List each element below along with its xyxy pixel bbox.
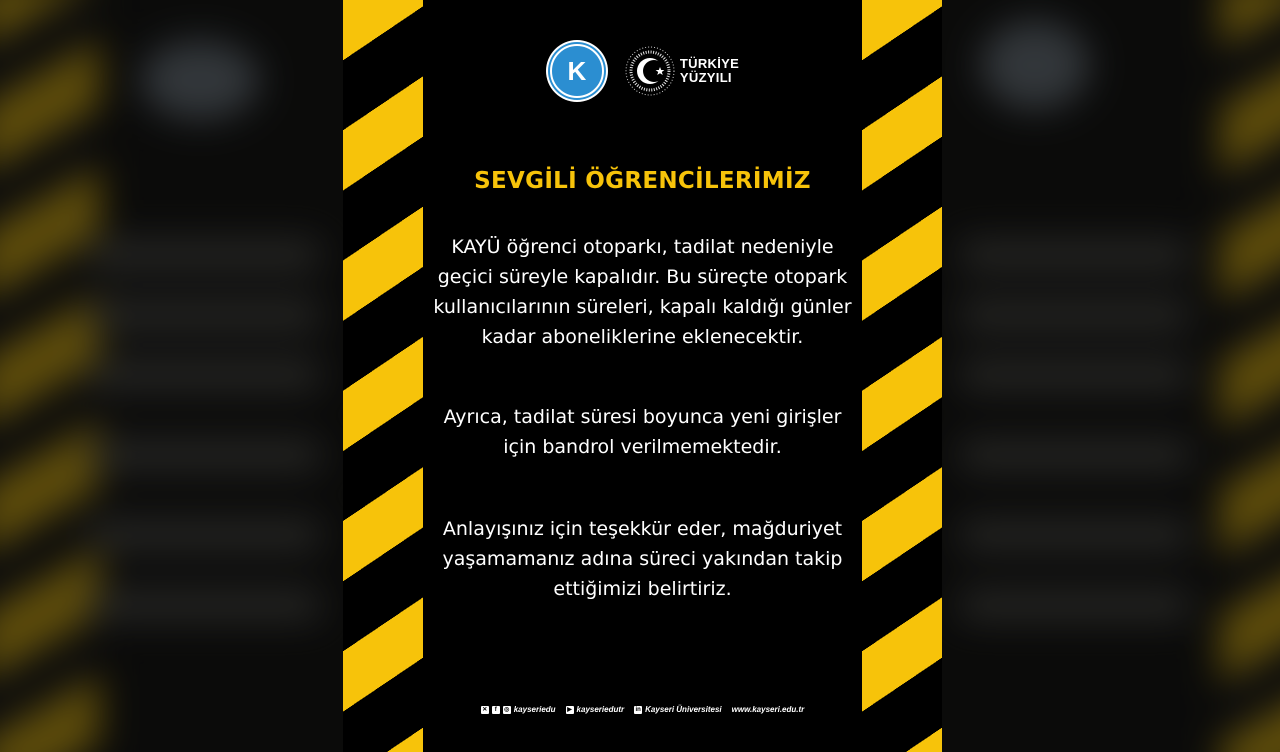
paragraph-3: Anlayışınız için teşekkür eder, mağduriyet yaşamamanız adına süreci yakından takip ettiğimizi belirtiriz. bbox=[442, 518, 843, 600]
youtube-handle: kayseriedutr bbox=[576, 705, 625, 714]
hazard-stripe-right bbox=[862, 0, 942, 752]
website-item bbox=[732, 705, 805, 714]
hazard-stripe-left bbox=[343, 0, 423, 752]
kayseri-university-logo bbox=[546, 40, 608, 102]
youtube-icon: ▶ bbox=[567, 706, 572, 713]
paragraph-2: Ayrıca, tadilat süresi boyunca yeni girişler için bandrol verilmemektedir. bbox=[443, 406, 842, 458]
facebook-icon: f bbox=[492, 706, 500, 714]
linkedin-item bbox=[634, 705, 722, 714]
social-handle: kayseriedu bbox=[513, 705, 556, 714]
linkedin-name: Kayseri Üniversitesi bbox=[645, 705, 722, 714]
yuzyili-text: YÜZYILI bbox=[679, 70, 732, 85]
social-handle-item bbox=[481, 705, 556, 714]
x-icon: ✕ bbox=[482, 706, 488, 713]
turkiye-text: TÜRKİYE bbox=[679, 56, 740, 71]
youtube-item bbox=[566, 705, 625, 714]
turkiye-yuzyili-logo bbox=[624, 45, 739, 97]
paragraph-1: KAYÜ öğrenci otoparkı, tadilat nedeniyle geçici süreyle kapalıdır. Bu süreçte otopark kullanıcılarının süreleri, kapalı kaldığı günler kadar aboneliklerine eklenecektir. bbox=[433, 236, 852, 348]
headline: SEVGİLİ ÖĞRENCİLERİMİZ bbox=[474, 168, 811, 194]
kayseri-university-emblem: K bbox=[550, 44, 604, 98]
linkedin-icon: in bbox=[635, 706, 641, 713]
turkiye-yuzyili-emblem-icon bbox=[624, 45, 676, 97]
footer-contact-bar bbox=[343, 705, 942, 714]
announcement-poster bbox=[343, 0, 942, 752]
website-url: www.kayseri.edu.tr bbox=[731, 705, 805, 714]
logo-row bbox=[343, 40, 942, 102]
turkiye-yuzyili-wordmark bbox=[680, 57, 739, 85]
instagram-icon: ◎ bbox=[504, 706, 510, 713]
